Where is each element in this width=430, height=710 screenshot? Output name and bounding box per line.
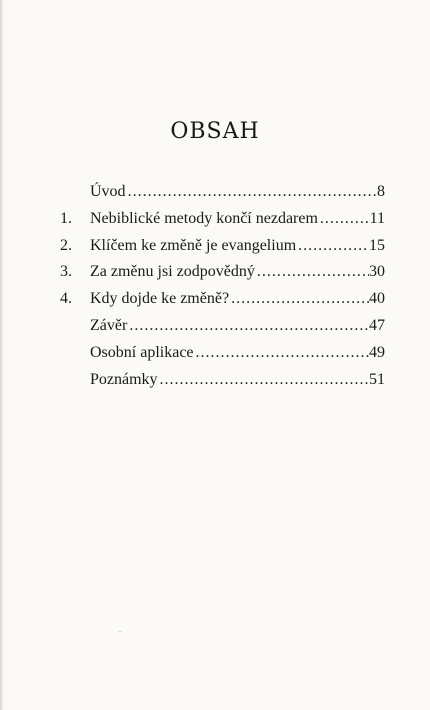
toc-title: Úvod <box>90 183 126 200</box>
toc-title: Osobní aplikace <box>90 343 194 361</box>
dot-leader <box>126 181 377 203</box>
dot-leader <box>229 288 369 310</box>
toc-page-number: 8 <box>377 183 385 200</box>
toc-title: Za změnu jsi zodpovědný <box>90 263 255 281</box>
toc-number: 3. <box>60 263 72 281</box>
dot-leader <box>296 235 369 257</box>
toc-page-number: 49 <box>369 343 385 361</box>
toc-row <box>60 369 385 396</box>
toc-title: Závěr <box>90 316 128 334</box>
toc-page-number: 40 <box>369 290 385 308</box>
dot-leader <box>255 261 369 283</box>
toc-page-number: 51 <box>369 370 385 388</box>
toc-row <box>60 181 385 208</box>
toc-row <box>60 235 385 262</box>
dot-leader <box>158 369 369 391</box>
toc-page-number: 47 <box>369 316 385 334</box>
toc-row <box>60 261 385 288</box>
toc-number: 2. <box>60 236 72 254</box>
toc-title: Nebiblické metody končí nezdarem <box>90 209 318 227</box>
table-of-contents <box>60 181 385 395</box>
toc-row <box>60 315 385 342</box>
toc-row <box>60 342 385 369</box>
toc-title: Poznámky <box>90 370 158 388</box>
toc-row <box>60 208 385 235</box>
dot-leader <box>318 208 370 230</box>
toc-row <box>60 288 385 315</box>
dot-leader <box>127 315 369 337</box>
toc-number: 1. <box>60 209 72 227</box>
dot-leader <box>194 342 369 364</box>
page-edge-shadow <box>0 0 4 710</box>
toc-page-number: 15 <box>369 236 385 254</box>
contents-heading: OBSAH <box>170 119 260 144</box>
toc-title: Kdy dojde ke změně? <box>90 290 230 308</box>
toc-page-number: 11 <box>369 209 385 227</box>
faint-print-mark: ⁻ <box>118 628 123 638</box>
toc-page-number: 30 <box>369 263 385 281</box>
toc-number: 4. <box>60 290 72 308</box>
toc-title: Klíčem ke změně je evangelium <box>90 236 297 254</box>
